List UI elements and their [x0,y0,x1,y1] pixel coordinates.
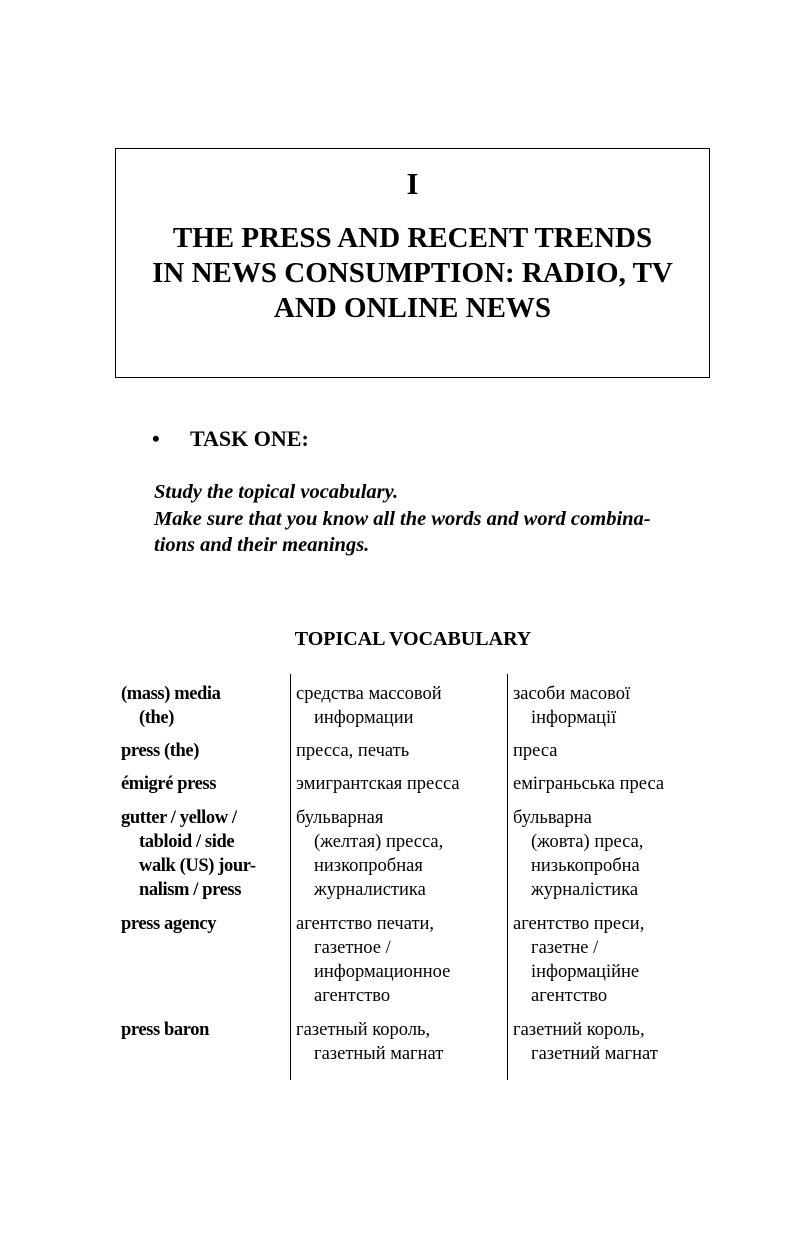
term-cell [121,806,296,902]
table-row [121,1018,698,1066]
bullet-icon: • [152,426,160,451]
cell-line: бульварная [296,808,384,828]
cell-line: средства массовой [296,684,442,704]
cell-line: информационное [314,962,451,982]
table-row [121,806,698,902]
cell-line: еміграньська преса [513,774,665,794]
cell-line: низкопробная [314,856,423,876]
cell-line: tabloid / side [139,832,235,852]
chapter-heading-box [115,148,710,378]
table-row [121,912,698,1008]
cell-line: агентство печати, [296,914,435,934]
russian-cell [296,739,513,763]
russian-cell [296,772,513,796]
task-heading-label: TASK ONE: [190,426,309,451]
cell-line: журналистика [314,880,426,900]
cell-line: інформаційне [531,962,640,982]
instruction-line: Study the topical vocabulary. [154,481,399,503]
term-cell [121,1018,296,1042]
cell-line: press agency [121,914,217,934]
cell-line: журналістика [531,880,639,900]
ukrainian-cell [513,682,698,730]
vocabulary-table [121,682,698,1066]
ukrainian-cell [513,1018,698,1066]
vocabulary-title: TOPICAL VOCABULARY [294,628,532,650]
cell-line: (mass) media [121,684,221,704]
cell-line: бульварна [513,808,592,828]
table-row [121,772,698,796]
chapter-title-line: IN NEWS CONSUMPTION: RADIO, TV [152,257,673,289]
russian-cell [296,806,513,902]
cell-line: агентство [314,986,391,1006]
table-row [121,739,698,763]
cell-line: (жовта) преса, [531,832,644,852]
cell-line: walk (US) jour- [139,856,256,876]
chapter-title-line: AND ONLINE NEWS [273,292,552,324]
cell-line: (желтая) пресса, [314,832,444,852]
cell-line: gutter / yellow / [121,808,237,828]
cell-line: émigré press [121,774,217,794]
cell-line: газетний магнат [531,1044,658,1064]
task-instructions [154,479,651,559]
ukrainian-cell [513,739,698,763]
cell-line: пресса, печать [296,741,410,761]
cell-line: преса [513,741,558,761]
cell-line: (the) [139,708,174,728]
cell-line: низькопробна [531,856,640,876]
cell-line: агентство [531,986,608,1006]
cell-line: засоби масової [513,684,631,704]
cell-line: press (the) [121,741,199,761]
cell-line: газетний король, [513,1020,645,1040]
cell-line: эмигрантская пресса [296,774,460,794]
cell-line: агентство преси, [513,914,645,934]
russian-cell [296,912,513,1008]
cell-line: информации [314,708,414,728]
chapter-title-line: THE PRESS AND RECENT TRENDS [172,222,653,254]
instruction-line: tions and their meanings. [154,534,370,556]
russian-cell [296,1018,513,1066]
chapter-number: I [406,166,419,201]
cell-line: інформації [531,708,617,728]
cell-line: газетное / [314,938,391,958]
russian-cell [296,682,513,730]
task-heading [152,426,309,452]
cell-line: nalism / press [139,880,241,900]
ukrainian-cell [513,912,698,1008]
cell-line: газетне / [531,938,599,958]
cell-line: газетный магнат [314,1044,444,1064]
term-cell [121,912,296,936]
term-cell [121,739,296,763]
cell-line: газетный король, [296,1020,431,1040]
instruction-line: Make sure that you know all the words and word combina- [154,507,651,530]
term-cell [121,772,296,796]
term-cell [121,682,296,730]
ukrainian-cell [513,806,698,902]
ukrainian-cell [513,772,698,796]
chapter-title [116,221,709,326]
cell-line: press baron [121,1020,209,1040]
table-row [121,682,698,730]
